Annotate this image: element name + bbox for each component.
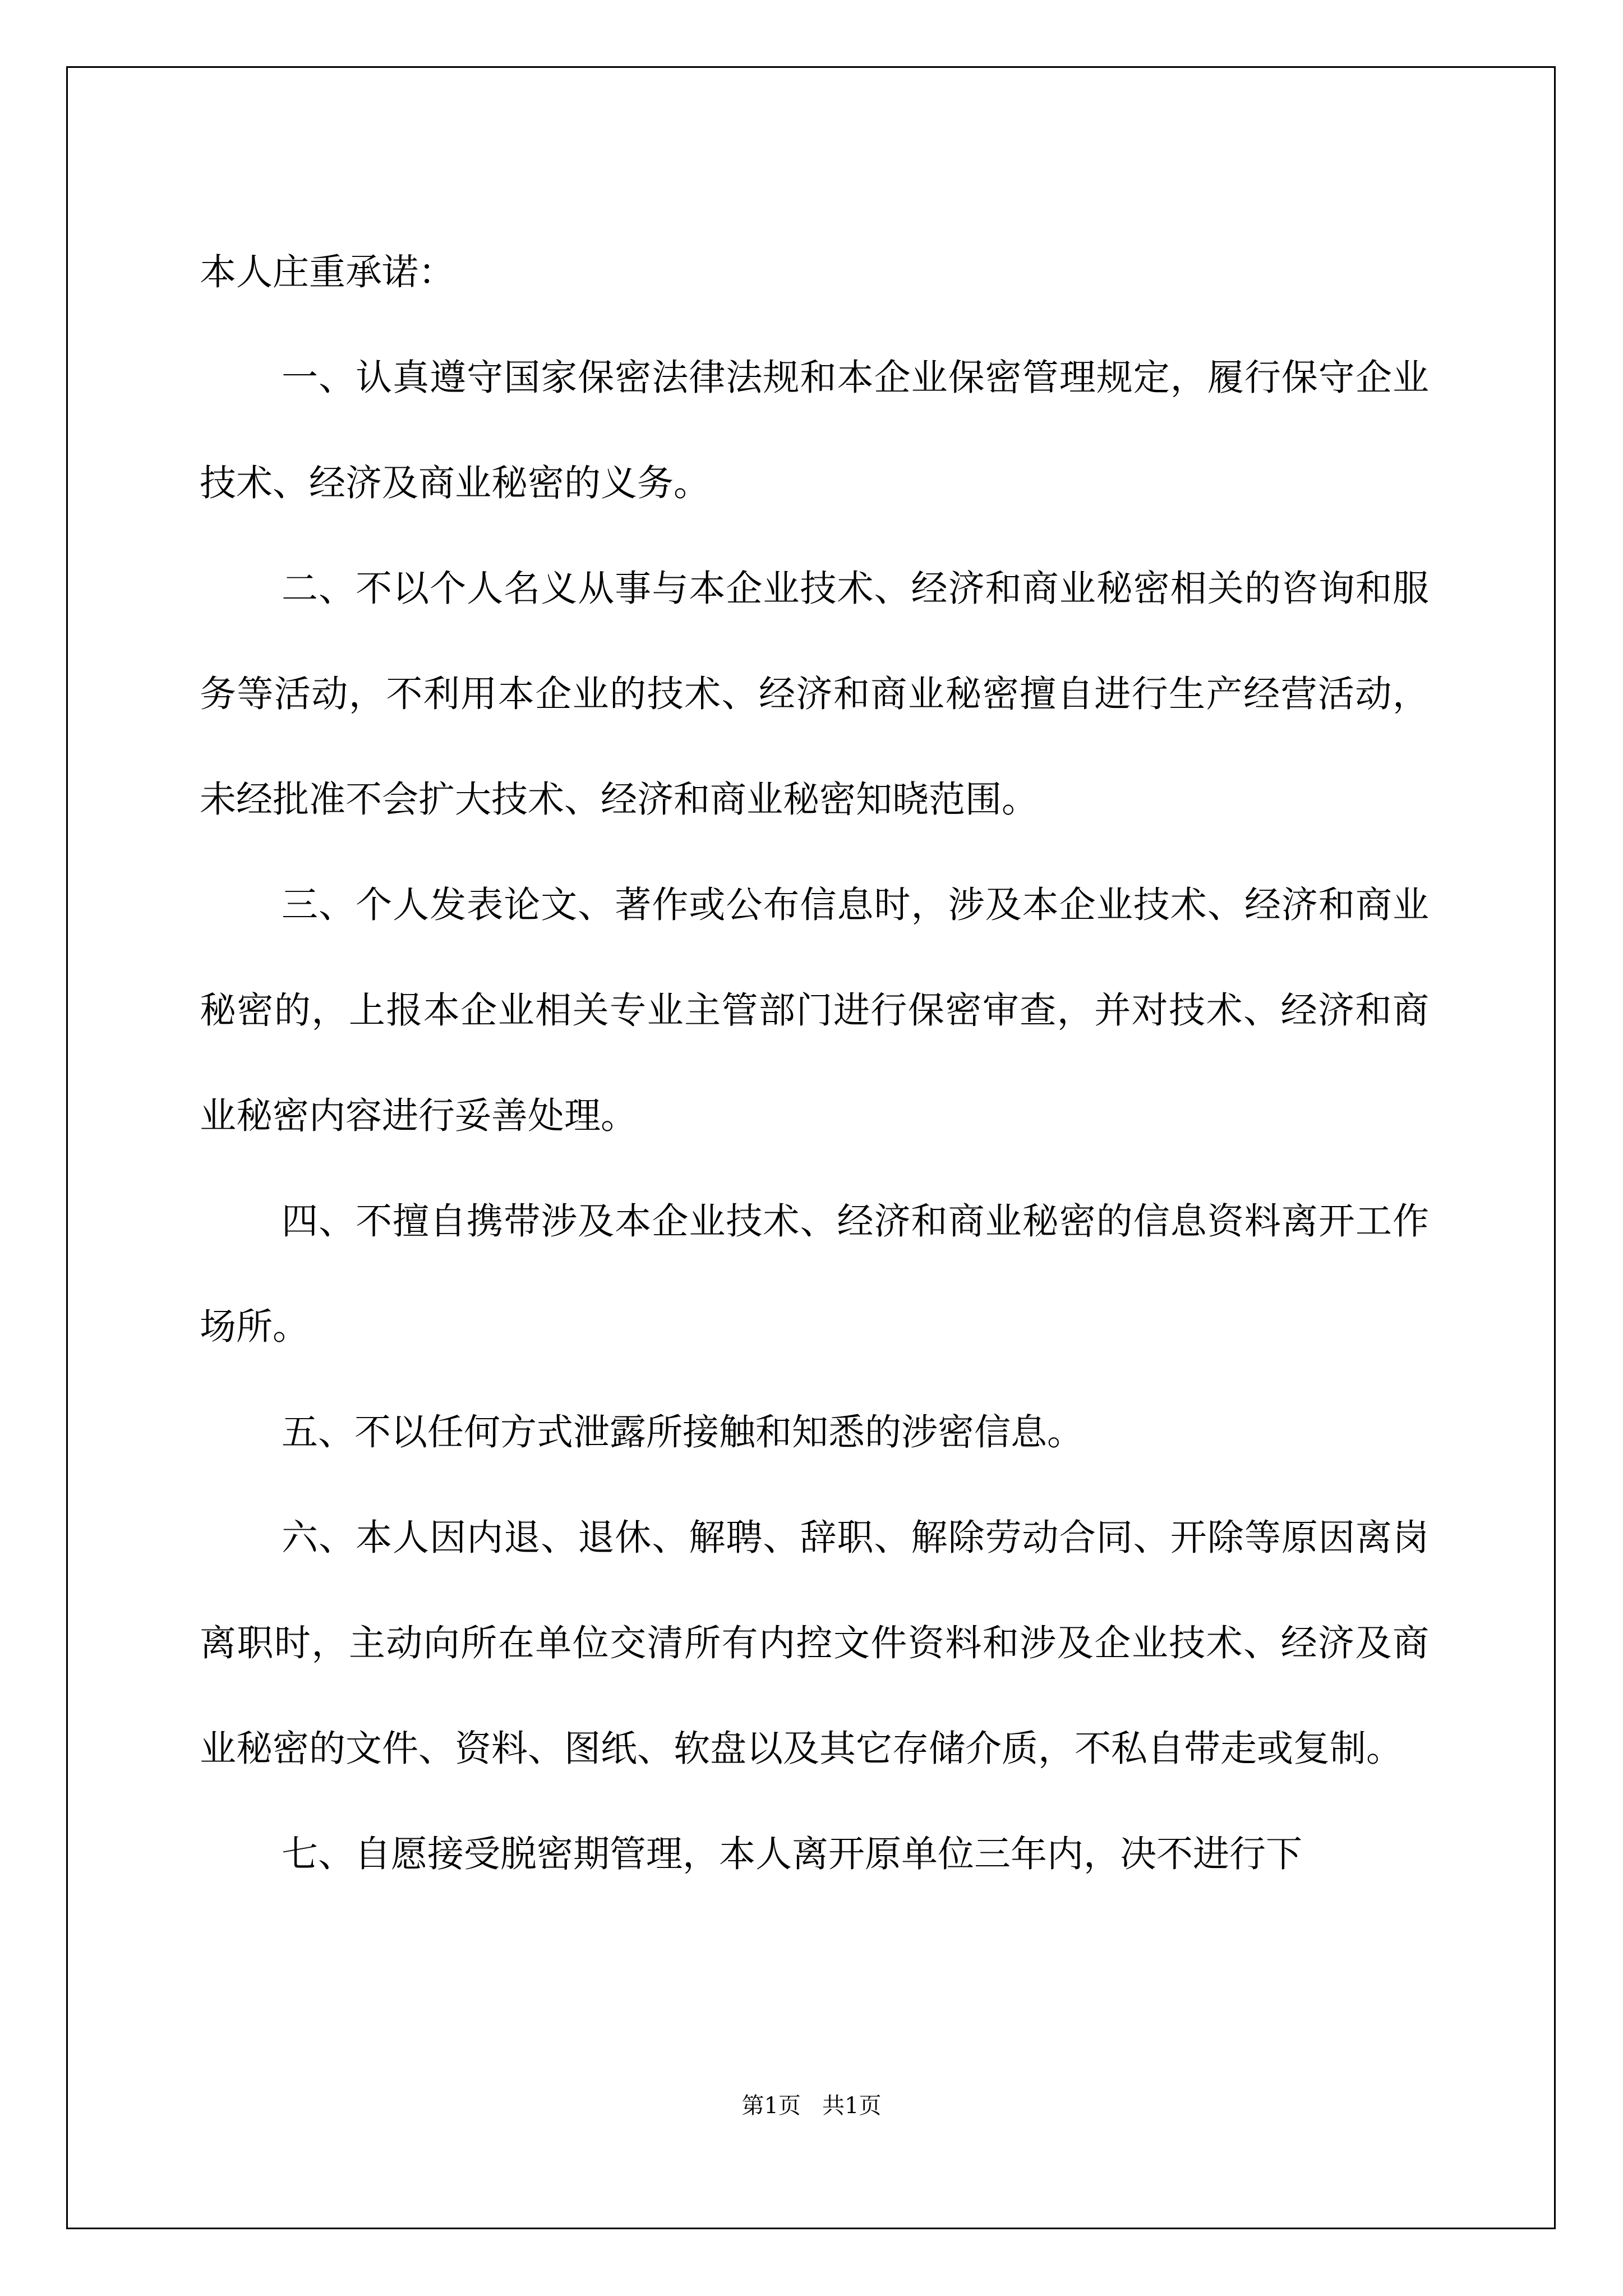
paragraph-1: 一、认真遵守国家保密法律法规和本企业保密管理规定，履行保守企业技术、经济及商业秘密的义务。	[200, 357, 1429, 504]
paragraph-4: 四、不擅自携带涉及本企业技术、经济和商业秘密的信息资料离开工作场所。	[200, 1200, 1429, 1348]
intro-line: 本人庄重承诺：	[200, 251, 455, 293]
paragraph-7: 七、自愿接受脱密期管理，本人离开原单位三年内，决不进行下	[282, 1833, 1303, 1875]
page-footer: 第1页 共1页	[741, 2093, 882, 2119]
paragraph-2: 二、不以个人名义从事与本企业技术、经济和商业秘密相关的咨询和服务等活动，不利用本企业的技术、经济和商业秘密擅自进行生产经营活动，未经批准不会扩大技术、经济和商业秘密知晓范围。	[200, 568, 1429, 821]
document-body	[200, 220, 1429, 1907]
paragraph-6: 六、本人因内退、退休、解聘、辞职、解除劳动合同、开除等原因离岗离职时，主动向所在单位交清所有内控文件资料和涉及企业技术、经济及商业秘密的文件、资料、图纸、软盘以及其它存储介质，不私自带走或复制。	[200, 1517, 1429, 1770]
paragraph-3: 三、个人发表论文、著作或公布信息时，涉及本企业技术、经济和商业秘密的，上报本企业相关专业主管部门进行保密审查，并对技术、经济和商业秘密内容进行妥善处理。	[200, 884, 1429, 1137]
paragraph-5: 五、不以任何方式泄露所接触和知悉的涉密信息。	[282, 1411, 1084, 1453]
